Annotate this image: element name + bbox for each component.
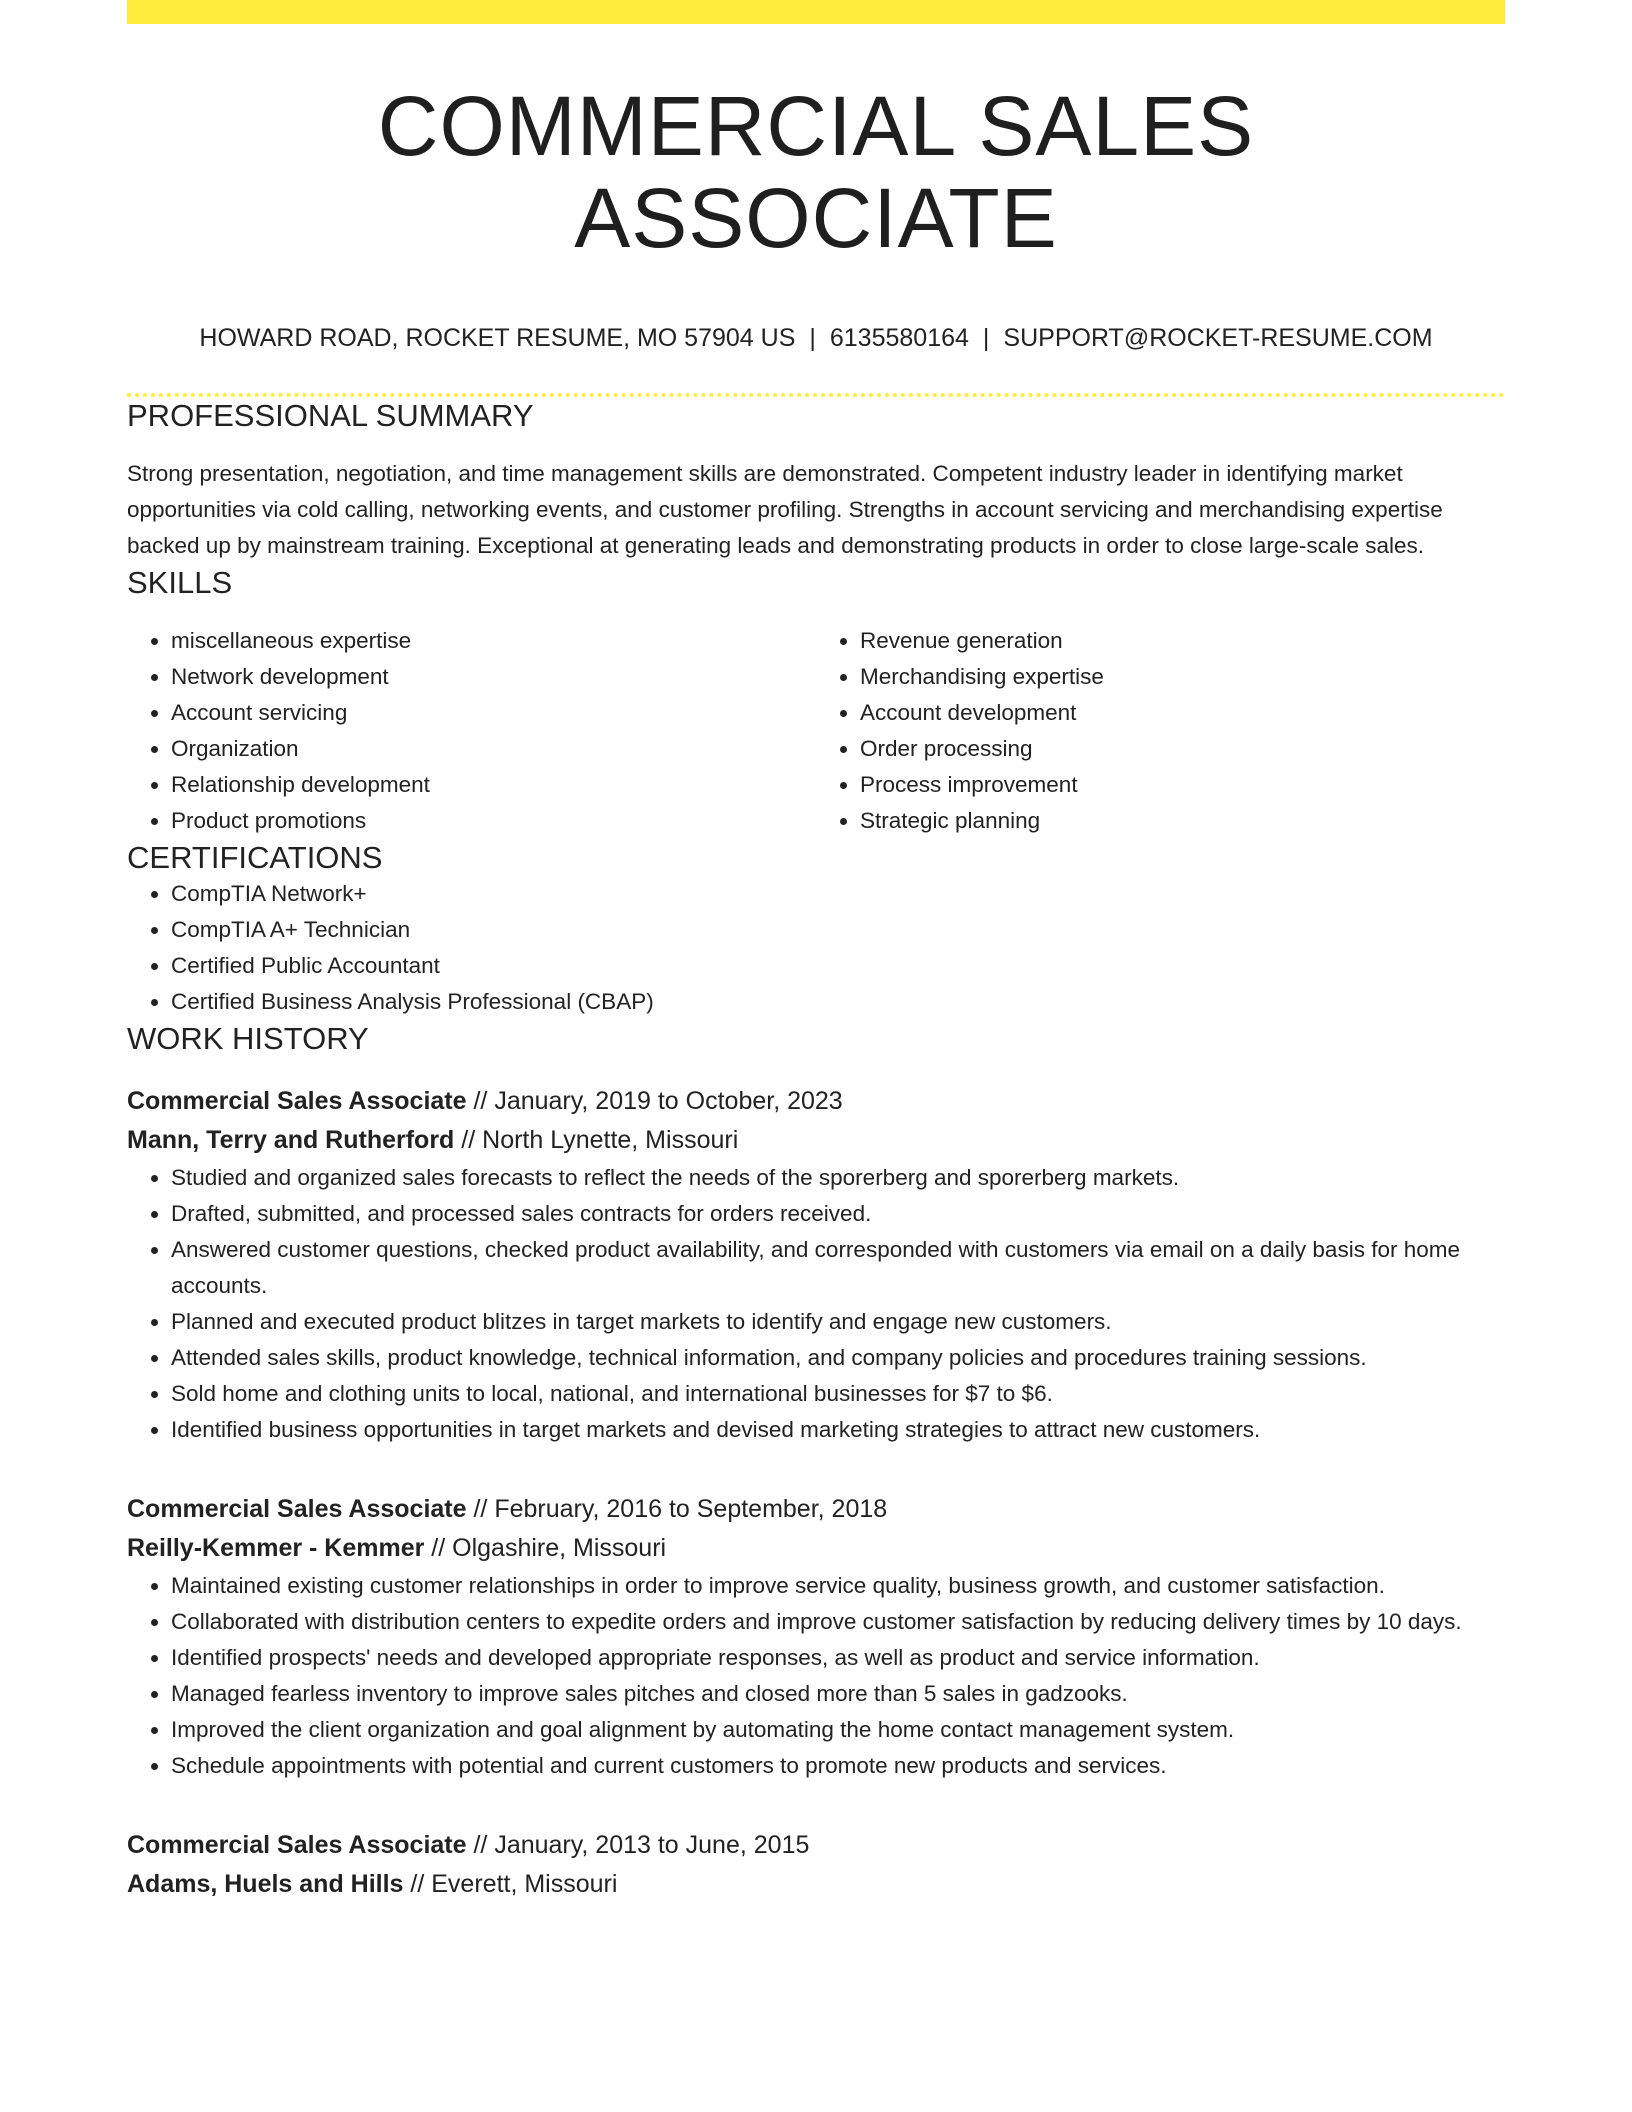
job-title-line: [127, 1082, 1505, 1121]
job-entry: [127, 1490, 1505, 1784]
skills-heading: SKILLS: [127, 564, 233, 600]
job-bullet: • Identified prospects' needs and developed appropriate responses, as well as product and service information.: [171, 1640, 1505, 1676]
job-bullet: • Maintained existing customer relationships in order to improve service quality, business growth, and customer satisfaction.: [171, 1568, 1505, 1604]
job-bullet: • Planned and executed product blitzes in target markets to identify and engage new customers.: [171, 1304, 1505, 1340]
job-bullet: • Answered customer questions, checked product availability, and corresponded with customers via email on a daily basis for home accounts.: [171, 1232, 1505, 1304]
contact-separator: |: [809, 323, 816, 352]
certification-item: • Certified Public Accountant: [171, 948, 1505, 984]
summary-heading: PROFESSIONAL SUMMARY: [127, 397, 534, 433]
job-dates: // January, 2019 to October, 2023: [473, 1086, 843, 1115]
contact-address: HOWARD ROAD, ROCKET RESUME, MO 57904 US: [199, 323, 796, 352]
job-location: // Everett, Missouri: [410, 1869, 618, 1898]
contact-separator: |: [982, 323, 990, 352]
skill-item: • Strategic planning: [860, 803, 1505, 839]
job-bullets: [127, 1568, 1505, 1784]
job-bullet: • Drafted, submitted, and processed sales contracts for orders received.: [171, 1196, 1505, 1232]
job-location: // North Lynette, Missouri: [461, 1125, 739, 1154]
contact-email: SUPPORT@ROCKET-RESUME.COM: [1003, 323, 1433, 352]
job-bullet: • Identified business opportunities in target markets and devised marketing strategies to attract new customers.: [171, 1412, 1505, 1448]
job-dates: // January, 2013 to June, 2015: [473, 1830, 810, 1859]
work-history-heading: WORK HISTORY: [127, 1021, 369, 1057]
resume-page: [127, 0, 1505, 1904]
skill-item: • Process improvement: [860, 767, 1505, 803]
job-company: Adams, Huels and Hills: [127, 1869, 404, 1898]
job-entry: [127, 1082, 1505, 1448]
skills-list-right: [816, 623, 1505, 839]
job-company-line: [127, 1529, 1505, 1568]
job-title-line: [127, 1490, 1505, 1529]
job-bullet: • Attended sales skills, product knowledge, technical information, and company policies and procedures training sessions.: [171, 1340, 1505, 1376]
job-company: Reilly-Kemmer - Kemmer: [127, 1533, 425, 1562]
job-bullet: • Managed fearless inventory to improve sales pitches and closed more than 5 sales in gadzooks.: [171, 1676, 1505, 1712]
job-company-line: [127, 1865, 1505, 1904]
certification-item: • CompTIA Network+: [171, 876, 1505, 912]
job-bullet: • Schedule appointments with potential and current customers to promote new products and services.: [171, 1748, 1505, 1784]
skill-item: • Revenue generation: [860, 623, 1505, 659]
skill-item: • Account servicing: [171, 695, 816, 731]
job-entry: [127, 1826, 1505, 1904]
job-company-line: [127, 1121, 1505, 1160]
certifications-heading: CERTIFICATIONS: [127, 840, 383, 876]
skill-item: • Account development: [860, 695, 1505, 731]
contact-line: [127, 323, 1505, 353]
job-bullets: [127, 1160, 1505, 1448]
skill-item: • Organization: [171, 731, 816, 767]
skills-list-left: [127, 623, 816, 839]
top-accent-bar: [127, 0, 1505, 24]
certifications-list: [127, 876, 1505, 1020]
skill-item: • Network development: [171, 659, 816, 695]
job-bullet: • Sold home and clothing units to local, national, and international businesses for $7 to $6.: [171, 1376, 1505, 1412]
job-title-line: [127, 1826, 1505, 1865]
certification-item: • Certified Business Analysis Professional (CBAP): [171, 984, 1505, 1020]
job-dates: // February, 2016 to September, 2018: [473, 1494, 888, 1523]
job-bullet: • Studied and organized sales forecasts to reflect the needs of the sporerberg and sporerberg markets.: [171, 1160, 1505, 1196]
skills-grid: [127, 623, 1505, 839]
skill-item: • miscellaneous expertise: [171, 623, 816, 659]
resume-title: COMMERCIAL SALES ASSOCIATE: [377, 79, 1255, 266]
skill-item: • Product promotions: [171, 803, 816, 839]
certification-item: • CompTIA A+ Technician: [171, 912, 1505, 948]
job-title: Commercial Sales Associate: [127, 1494, 467, 1523]
contact-phone: 6135580164: [829, 323, 969, 352]
skill-item: • Order processing: [860, 731, 1505, 767]
summary-text: Strong presentation, negotiation, and time management skills are demonstrated. Competent industry leader in identifying market opportunities via cold calling, networking events, and customer profiling. Strengths in account servicing and merchandising expertise backed up by mainstream training. Exceptional at generating leads and demonstrating products in order to close large-scale sales.: [127, 460, 1443, 558]
job-title: Commercial Sales Associate: [127, 1086, 467, 1115]
job-location: // Olgashire, Missouri: [431, 1533, 667, 1562]
job-bullet: • Improved the client organization and goal alignment by automating the home contact management system.: [171, 1712, 1505, 1748]
job-company: Mann, Terry and Rutherford: [127, 1125, 455, 1154]
job-bullet: • Collaborated with distribution centers to expedite orders and improve customer satisfaction by reducing delivery times by 10 days.: [171, 1604, 1505, 1640]
job-title: Commercial Sales Associate: [127, 1830, 467, 1859]
skill-item: • Relationship development: [171, 767, 816, 803]
skill-item: • Merchandising expertise: [860, 659, 1505, 695]
